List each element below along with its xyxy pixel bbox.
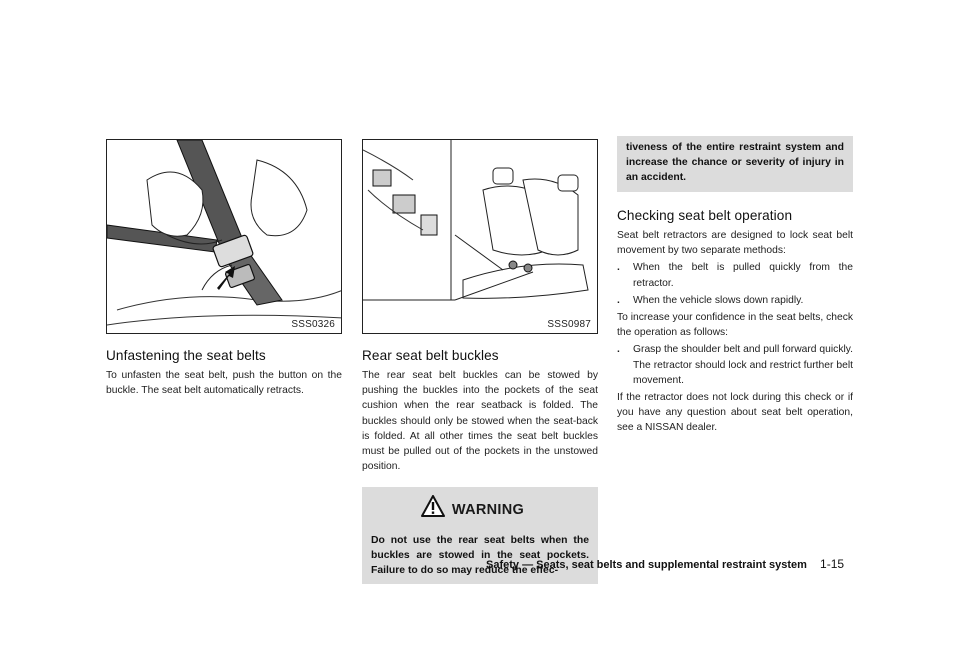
figure-code: SSS0987 bbox=[547, 319, 591, 330]
heading-rear-buckles: Rear seat belt buckles bbox=[362, 348, 499, 363]
paragraph-intro: Seat belt retractors are designed to lock seat belt movement by two separate methods: bbox=[617, 230, 853, 257]
bullet-list-steps bbox=[617, 342, 853, 388]
column-1 bbox=[106, 139, 342, 398]
figure-unfasten-belt bbox=[106, 139, 342, 334]
warning-header bbox=[371, 495, 589, 525]
warning-text-continued: tiveness of the entire restraint system and increase the chance or severity of injury in an accident. bbox=[626, 142, 844, 183]
heading-checking: Checking seat belt operation bbox=[617, 208, 793, 223]
paragraph-closing: If the retractor does not lock during this check or if you have any question about seat belt operation, see a NISSAN dealer. bbox=[617, 392, 853, 434]
heading-unfastening: Unfastening the seat belts bbox=[106, 348, 266, 363]
column-2 bbox=[362, 139, 598, 584]
bullet-list-methods bbox=[617, 260, 853, 308]
paragraph-check: To increase your confidence in the seat belts, check the operation as follows: bbox=[617, 312, 853, 339]
warning-title: WARNING bbox=[451, 502, 525, 519]
warning-text: Do not use the rear seat belts when the buckles are stowed in the seat pockets. Failure to do so may reduce the effec- bbox=[371, 535, 589, 577]
list-item: . Grasp the shoulder belt and pull forward quickly. The retractor should lock and restrict further belt movement. bbox=[617, 344, 853, 386]
figure-code: SSS0326 bbox=[291, 319, 335, 330]
illustration-unfasten-belt bbox=[107, 140, 342, 334]
warning-triangle-icon bbox=[421, 495, 445, 517]
paragraph-rear-buckles: The rear seat belt buckles can be stowed by pushing the buckles into the pockets of the seat cushion when the rear seatback is folded. The buckles should only be stowed when the seat-back is folded. At all other times the seat belt buckles must be pulled out of the pockets in the unstowed position. bbox=[362, 370, 598, 473]
illustration-rear-buckles bbox=[363, 140, 598, 334]
column-3 bbox=[617, 139, 853, 436]
page-number: 1-15 bbox=[820, 557, 845, 571]
list-item: . When the vehicle slows down rapidly. bbox=[617, 294, 804, 306]
list-item: . When the belt is pulled quickly from the retractor. bbox=[617, 262, 853, 289]
figure-rear-buckles bbox=[362, 139, 598, 334]
section-title: Safety — Seats, seat belts and supplemental restraint system bbox=[486, 559, 807, 571]
paragraph-unfastening: To unfasten the seat belt, push the button on the buckle. The seat belt automatically retracts. bbox=[106, 370, 342, 397]
page-footer bbox=[486, 557, 844, 571]
warning-continued bbox=[617, 136, 853, 192]
